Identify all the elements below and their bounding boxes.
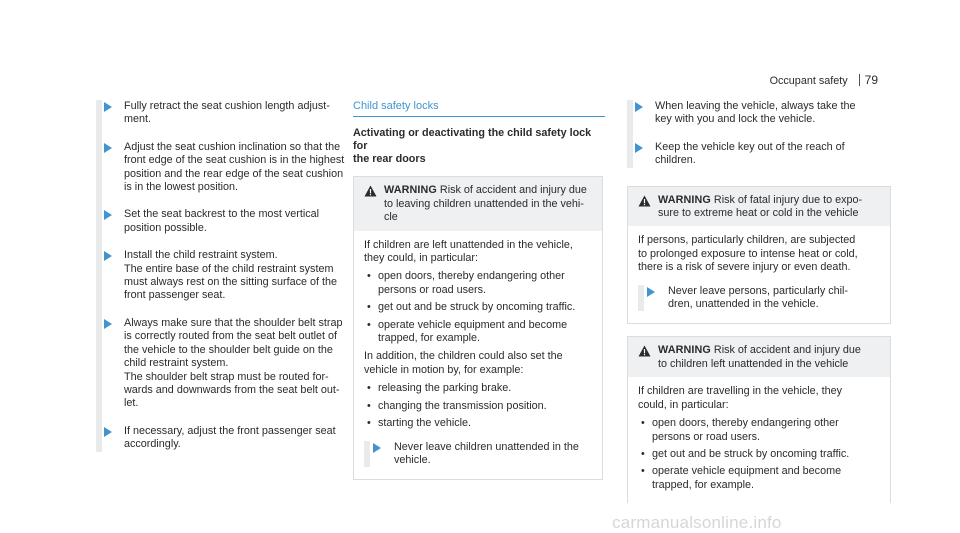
warning-triangle-icon [364,184,384,224]
instruction-step [96,141,348,195]
step-arrow-icon [635,102,643,112]
subsection-title: Activating or deactivating the child safety lock for the rear doors [353,127,592,166]
warning-paragraph: In addition, the children could also set the vehicle in motion by, for example: [364,350,563,376]
warning-body [628,377,890,503]
watermark: carmanualsonline.info [612,513,782,532]
step-arrow-icon [635,143,643,153]
step-arrow-icon [104,210,112,220]
warning-triangle-icon [638,194,658,221]
step-text: If necessary, adjust the front passenger seat accordingly. [124,424,336,451]
section-title: Child safety locks [353,100,605,117]
warning-paragraph: If children are left unattended in the vehicle, they could, in particular: [364,238,573,265]
step-text: Never leave persons, particularly chil- dren, unattended in the vehicle. [668,284,849,311]
warning-triangle-icon [638,344,658,371]
step-arrow-icon [104,427,112,437]
warning-headline: Risk of fatal injury due to expo- sure to extreme heat or cold in the vehicle [658,193,863,220]
bullet-list [364,270,594,345]
warning-box [627,186,891,325]
list-item: • open doors, thereby endangering other persons or road users. [638,417,882,444]
section-name: Occupant safety [769,75,848,87]
instruction-step [96,425,348,452]
list-item: • releasing the parking brake. [364,382,594,395]
warning-header [628,337,890,377]
list-item: • operate vehicle equipment and become trapped, for example. [638,465,882,492]
warning-headline: Risk of accident and injury due to leaving children unattended in the vehi- cle [384,184,587,224]
warning-headline: Risk of accident and injury due to children left unattended in the vehicle [658,344,861,370]
step-arrow-icon [373,443,381,453]
step-text: Keep the vehicle key out of the reach of children. [655,140,845,167]
step-arrow-icon [104,251,112,261]
step-text: Set the seat backrest to the most vertical position possible. [124,208,320,234]
instruction-step [627,141,891,168]
list-item: • get out and be struck by oncoming traffic. [638,448,882,461]
step-text: Adjust the seat cushion inclination so that the front edge of the seat cushion is in the highest position and the rear edge of the seat cushion is in the lowest position. [124,140,345,194]
instruction-step [96,100,348,127]
column-middle [353,100,603,492]
warning-paragraph: If persons, particularly children, are subjected to prolonged exposure to intense heat or cold, there is a risk of severe injury or even death. [638,234,858,274]
instruction-step [96,317,348,411]
step-text: Always make sure that the shoulder belt strap is correctly routed from the seat belt outlet of the vehicle to the shoulder belt guide on the child restraint system. The shoulder belt strap must be routed for- wards and downwards from the seat belt out- let. [124,316,343,410]
warning-paragraph: If children are travelling in the vehicle, they could, in particular: [638,385,843,411]
warning-word: WARNING [658,344,711,357]
bullet-list [364,382,594,430]
warning-box [627,336,891,503]
warning-word: WARNING [658,193,711,206]
column-right [627,100,891,515]
warning-box [353,176,603,480]
list-item: • open doors, thereby endangering other persons or road users. [364,270,594,297]
step-text: Install the child restraint system. The entire base of the child restraint system must always rest on the sitting surface of the front passenger seat. [124,249,338,302]
instruction-step [627,100,891,127]
step-arrow-icon [647,287,655,297]
warning-header [354,177,602,230]
list-item: • changing the transmission position. [364,400,594,413]
step-arrow-icon [104,102,112,112]
step-arrow-icon [104,143,112,153]
step-text: Never leave children unattended in the vehicle. [394,440,579,466]
page-header [770,74,878,88]
instruction-step [96,249,348,303]
step-text: Fully retract the seat cushion length adjust- ment. [124,100,330,126]
warning-header [628,187,890,227]
page-number: 79 [859,74,878,86]
warning-body [628,226,890,323]
instruction-step [364,441,594,468]
column-left [96,100,348,452]
warning-body [354,231,602,480]
instruction-step [96,208,348,235]
bullet-list [638,417,882,492]
warning-word: WARNING [384,184,437,197]
list-item: • get out and be struck by oncoming traffic. [364,301,594,314]
step-text: When leaving the vehicle, always take the key with you and lock the vehicle. [655,100,856,126]
step-arrow-icon [104,319,112,329]
list-item: • operate vehicle equipment and become trapped, for example. [364,319,594,346]
instruction-step [638,285,882,312]
list-item: • starting the vehicle. [364,417,594,430]
